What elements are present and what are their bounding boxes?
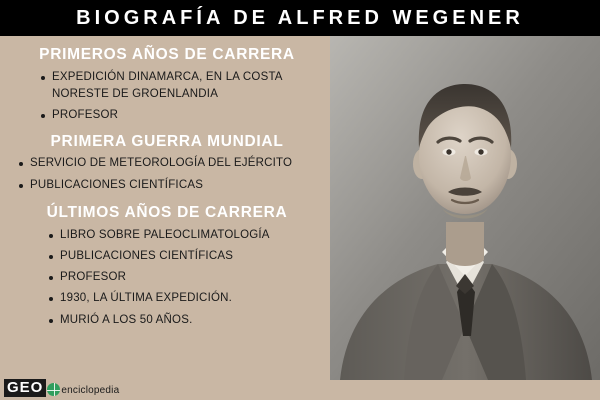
list-item: PUBLICACIONES CIENTÍFICAS: [14, 177, 324, 194]
section-primera-guerra-mundial: [10, 133, 324, 194]
list-item: 1930, LA ÚLTIMA EXPEDICIÓN.: [44, 290, 324, 307]
list-item: PROFESOR: [36, 107, 324, 124]
list-item: PROFESOR: [44, 269, 324, 286]
section-heading: PRIMEROS AÑOS DE CARRERA: [39, 46, 295, 63]
content-column: [0, 36, 330, 400]
section-ultimos-anos-de-carrera: [10, 204, 324, 329]
bullet-list: [44, 227, 324, 329]
list-item: EXPEDICIÓN DINAMARCA, EN LA COSTA NORESTE DE GROENLANDIA: [36, 69, 324, 104]
page-title: BIOGRAFÍA DE ALFRED WEGENER: [76, 6, 524, 29]
globe-icon: [47, 383, 60, 396]
section-heading: ÚLTIMOS AÑOS DE CARRERA: [46, 203, 288, 221]
section-primeros-anos-de-carrera: [10, 46, 324, 125]
title-bar: [0, 0, 600, 36]
list-item: PUBLICACIONES CIENTÍFICAS: [44, 248, 324, 265]
list-item: MURIÓ A LOS 50 AÑOS.: [44, 312, 324, 329]
portrait-photo: [330, 36, 600, 380]
bullet-list: [36, 69, 324, 125]
bullet-list: [14, 155, 324, 194]
logo-suffix-text: enciclopedia: [61, 385, 120, 396]
geoenciclopedia-logo: [4, 375, 119, 397]
section-heading: PRIMERA GUERRA MUNDIAL: [50, 132, 284, 150]
logo-brand-text: GEO: [4, 379, 46, 397]
list-item: SERVICIO DE METEOROLOGÍA DEL EJÉRCITO: [14, 155, 324, 172]
list-item: LIBRO SOBRE PALEOCLIMATOLOGÍA: [44, 227, 324, 244]
